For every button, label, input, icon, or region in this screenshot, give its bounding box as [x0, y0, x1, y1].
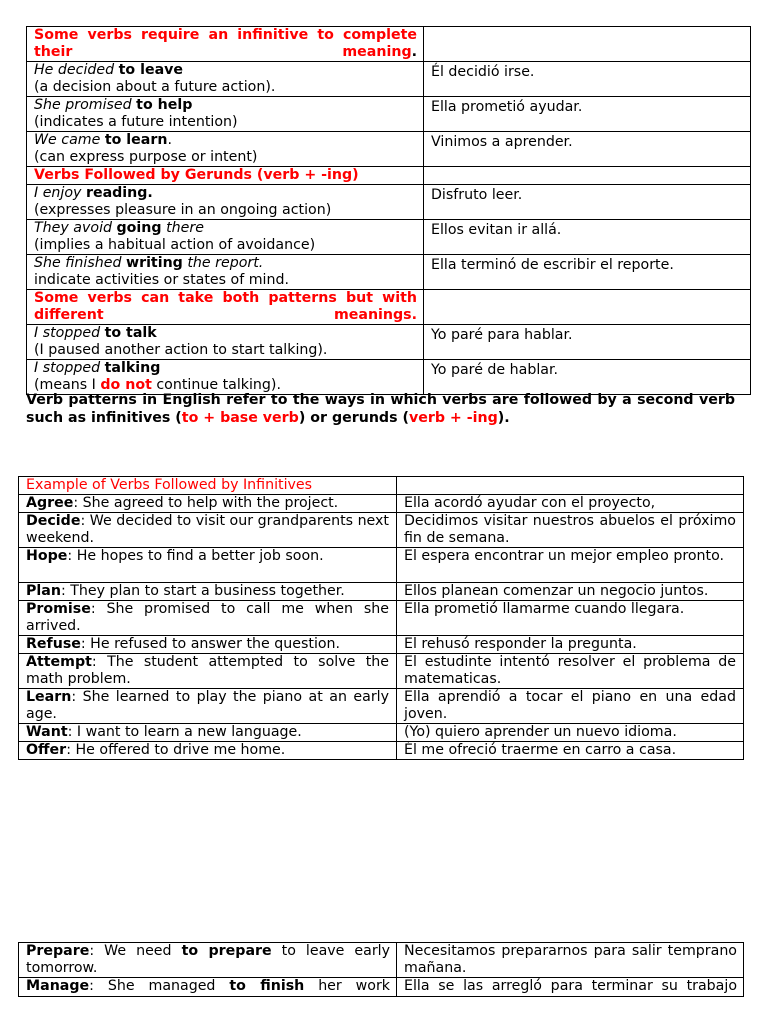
translation: Ella se las arregló para terminar su trabajo [397, 978, 744, 997]
example-note: indicate activities or states of mind. [34, 272, 289, 288]
example-note: (implies a habitual action of avoidance) [34, 237, 316, 253]
intro-text: Verb patterns in English refer to the ways in which verbs are followed by a second verb such as infinitives ( [26, 392, 735, 426]
translation: Ella terminó de escribir el reporte. [424, 255, 751, 290]
table-row [19, 495, 744, 513]
example-note: (I paused another action to start talking). [34, 342, 328, 358]
table-row [27, 290, 751, 325]
empty-cell [397, 477, 744, 495]
example-sentence: : He refused to answer the question. [80, 636, 341, 652]
empty-cell [424, 27, 751, 62]
example-sentence: : The student attempted to solve the math problem. [26, 654, 389, 687]
translation: Yo paré de hablar. [424, 360, 751, 395]
translation: El espera encontrar un mejor empleo pronto. [397, 548, 744, 583]
example-verb: to help [136, 97, 193, 113]
example-verb: to prepare [181, 943, 272, 959]
example-object: there [166, 220, 204, 236]
header-text: Some verbs require an infinitive to complete their meaning [34, 27, 417, 60]
translation: Ellos planean comenzar un negocio juntos. [397, 583, 744, 601]
example-verb: writing [125, 255, 183, 271]
verb-label: Want [26, 724, 68, 740]
table-row [19, 477, 744, 495]
section-header-gerunds: Verbs Followed by Gerunds (verb + -ing) [27, 167, 424, 185]
example-subject: She promised [34, 97, 132, 113]
example-subject: We came [34, 132, 101, 148]
empty-cell [424, 290, 751, 325]
example-subject: I stopped [34, 360, 101, 376]
example-note: (can express purpose or intent) [34, 149, 258, 165]
example-sentence: : She agreed to help with the project. [73, 495, 339, 511]
intro-text-mid: ) or gerunds ( [298, 410, 409, 426]
example-verb: to talk [104, 325, 157, 341]
example-sentence-end: her work [318, 978, 390, 994]
infinitive-examples-table [18, 476, 744, 760]
example-sentence: : They plan to start a business together. [60, 583, 345, 599]
example-sentence: : We decided to visit our grandparents next weekend. [26, 513, 389, 546]
example-note-emphasis: do not [100, 377, 152, 393]
verb-label: Attempt [26, 654, 92, 670]
verb-label: Manage [26, 978, 90, 994]
example-note: (a decision about a future action). [34, 79, 276, 95]
example-note: (means I [34, 377, 96, 393]
example-verb: talking [104, 360, 161, 376]
example-verb: to learn [104, 132, 168, 148]
translation: Disfruto leer. [424, 185, 751, 220]
table-row [19, 601, 744, 636]
more-infinitive-examples-table [18, 942, 744, 997]
example-sentence: : She learned to play the piano at an early age. [26, 689, 389, 722]
translation: Necesitamos prepararnos para salir temprano mañana. [397, 943, 744, 978]
example-verb: to finish [229, 978, 305, 994]
example-tail: . [167, 132, 172, 148]
table-row [19, 943, 744, 978]
translation: El estudinte intentó resolver el problema de matematicas. [397, 654, 744, 689]
table-row [19, 978, 744, 997]
table-row [27, 167, 751, 185]
verb-label: Decide [26, 513, 81, 529]
example-sentence: : He offered to drive me home. [66, 742, 286, 758]
example-object: the report. [187, 255, 264, 271]
table-row [27, 27, 751, 62]
infinitive-gerund-table [26, 26, 751, 395]
example-sentence: : I want to learn a new language. [67, 724, 302, 740]
translation: Ella prometió llamarme cuando llegara. [397, 601, 744, 636]
verb-label: Hope [26, 548, 68, 564]
example-verb: to leave [118, 62, 184, 78]
translation: Ella aprendió a tocar el piano en una edad joven. [397, 689, 744, 724]
table-row [27, 360, 751, 395]
translation: Ellos evitan ir allá. [424, 220, 751, 255]
section-header-both-patterns: Some verbs can take both patterns but with different meanings. [27, 290, 424, 325]
example-verb: going [116, 220, 162, 236]
translation: Ella acordó ayudar con el proyecto, [397, 495, 744, 513]
table-row [27, 325, 751, 360]
example-verb: reading. [85, 185, 153, 201]
example-note-end: continue talking). [156, 377, 281, 393]
translation: Yo paré para hablar. [424, 325, 751, 360]
verb-label: Plan [26, 583, 61, 599]
verb-label: Refuse [26, 636, 81, 652]
example-sentence-start: : We need [89, 943, 172, 959]
table-header: Example of Verbs Followed by Infinitives [19, 477, 397, 495]
table-row [27, 97, 751, 132]
example-note: (expresses pleasure in an ongoing action) [34, 202, 332, 218]
verb-label: Prepare [26, 943, 90, 959]
table-row [19, 724, 744, 742]
translation: Él decidió irse. [424, 62, 751, 97]
table-row [19, 513, 744, 548]
verb-label: Offer [26, 742, 67, 758]
table-row [27, 62, 751, 97]
translation: (Yo) quiero aprender un nuevo idioma. [397, 724, 744, 742]
intro-infinitive-pattern: to + base verb [181, 410, 299, 426]
example-sentence-start: : She managed [89, 978, 216, 994]
empty-cell [424, 167, 751, 185]
verb-label: Promise [26, 601, 91, 617]
translation: Él me ofreció traerme en carro a casa. [397, 742, 744, 760]
example-subject: They avoid [34, 220, 113, 236]
example-sentence: : He hopes to find a better job soon. [67, 548, 324, 564]
table-row [27, 132, 751, 167]
example-subject: I stopped [34, 325, 101, 341]
translation: El rehusó responder la pregunta. [397, 636, 744, 654]
translation: Vinimos a aprender. [424, 132, 751, 167]
intro-paragraph [26, 391, 735, 427]
table-row [19, 689, 744, 724]
table-row [19, 583, 744, 601]
table-row [19, 548, 744, 583]
intro-gerund-pattern: verb + -ing [408, 410, 498, 426]
section-header-infinitive [27, 27, 424, 62]
table-row [19, 636, 744, 654]
translation: Ella prometió ayudar. [424, 97, 751, 132]
example-sentence: : She promised to call me when she arrived. [26, 601, 389, 634]
table-row [19, 742, 744, 760]
table-row [19, 654, 744, 689]
example-subject: He decided [34, 62, 115, 78]
example-subject: She finished [34, 255, 122, 271]
table-row [27, 220, 751, 255]
example-note: (indicates a future intention) [34, 114, 238, 130]
example-sentence-end: to leave early tomorrow. [26, 943, 391, 976]
verb-label: Learn [26, 689, 72, 705]
table-row [27, 185, 751, 220]
example-subject: I enjoy [34, 185, 82, 201]
intro-text-end: ). [497, 410, 510, 426]
table-row [27, 255, 751, 290]
verb-label: Agree [26, 495, 74, 511]
header-tail: . [411, 44, 417, 60]
translation: Decidimos visitar nuestros abuelos el próximo fin de semana. [397, 513, 744, 548]
